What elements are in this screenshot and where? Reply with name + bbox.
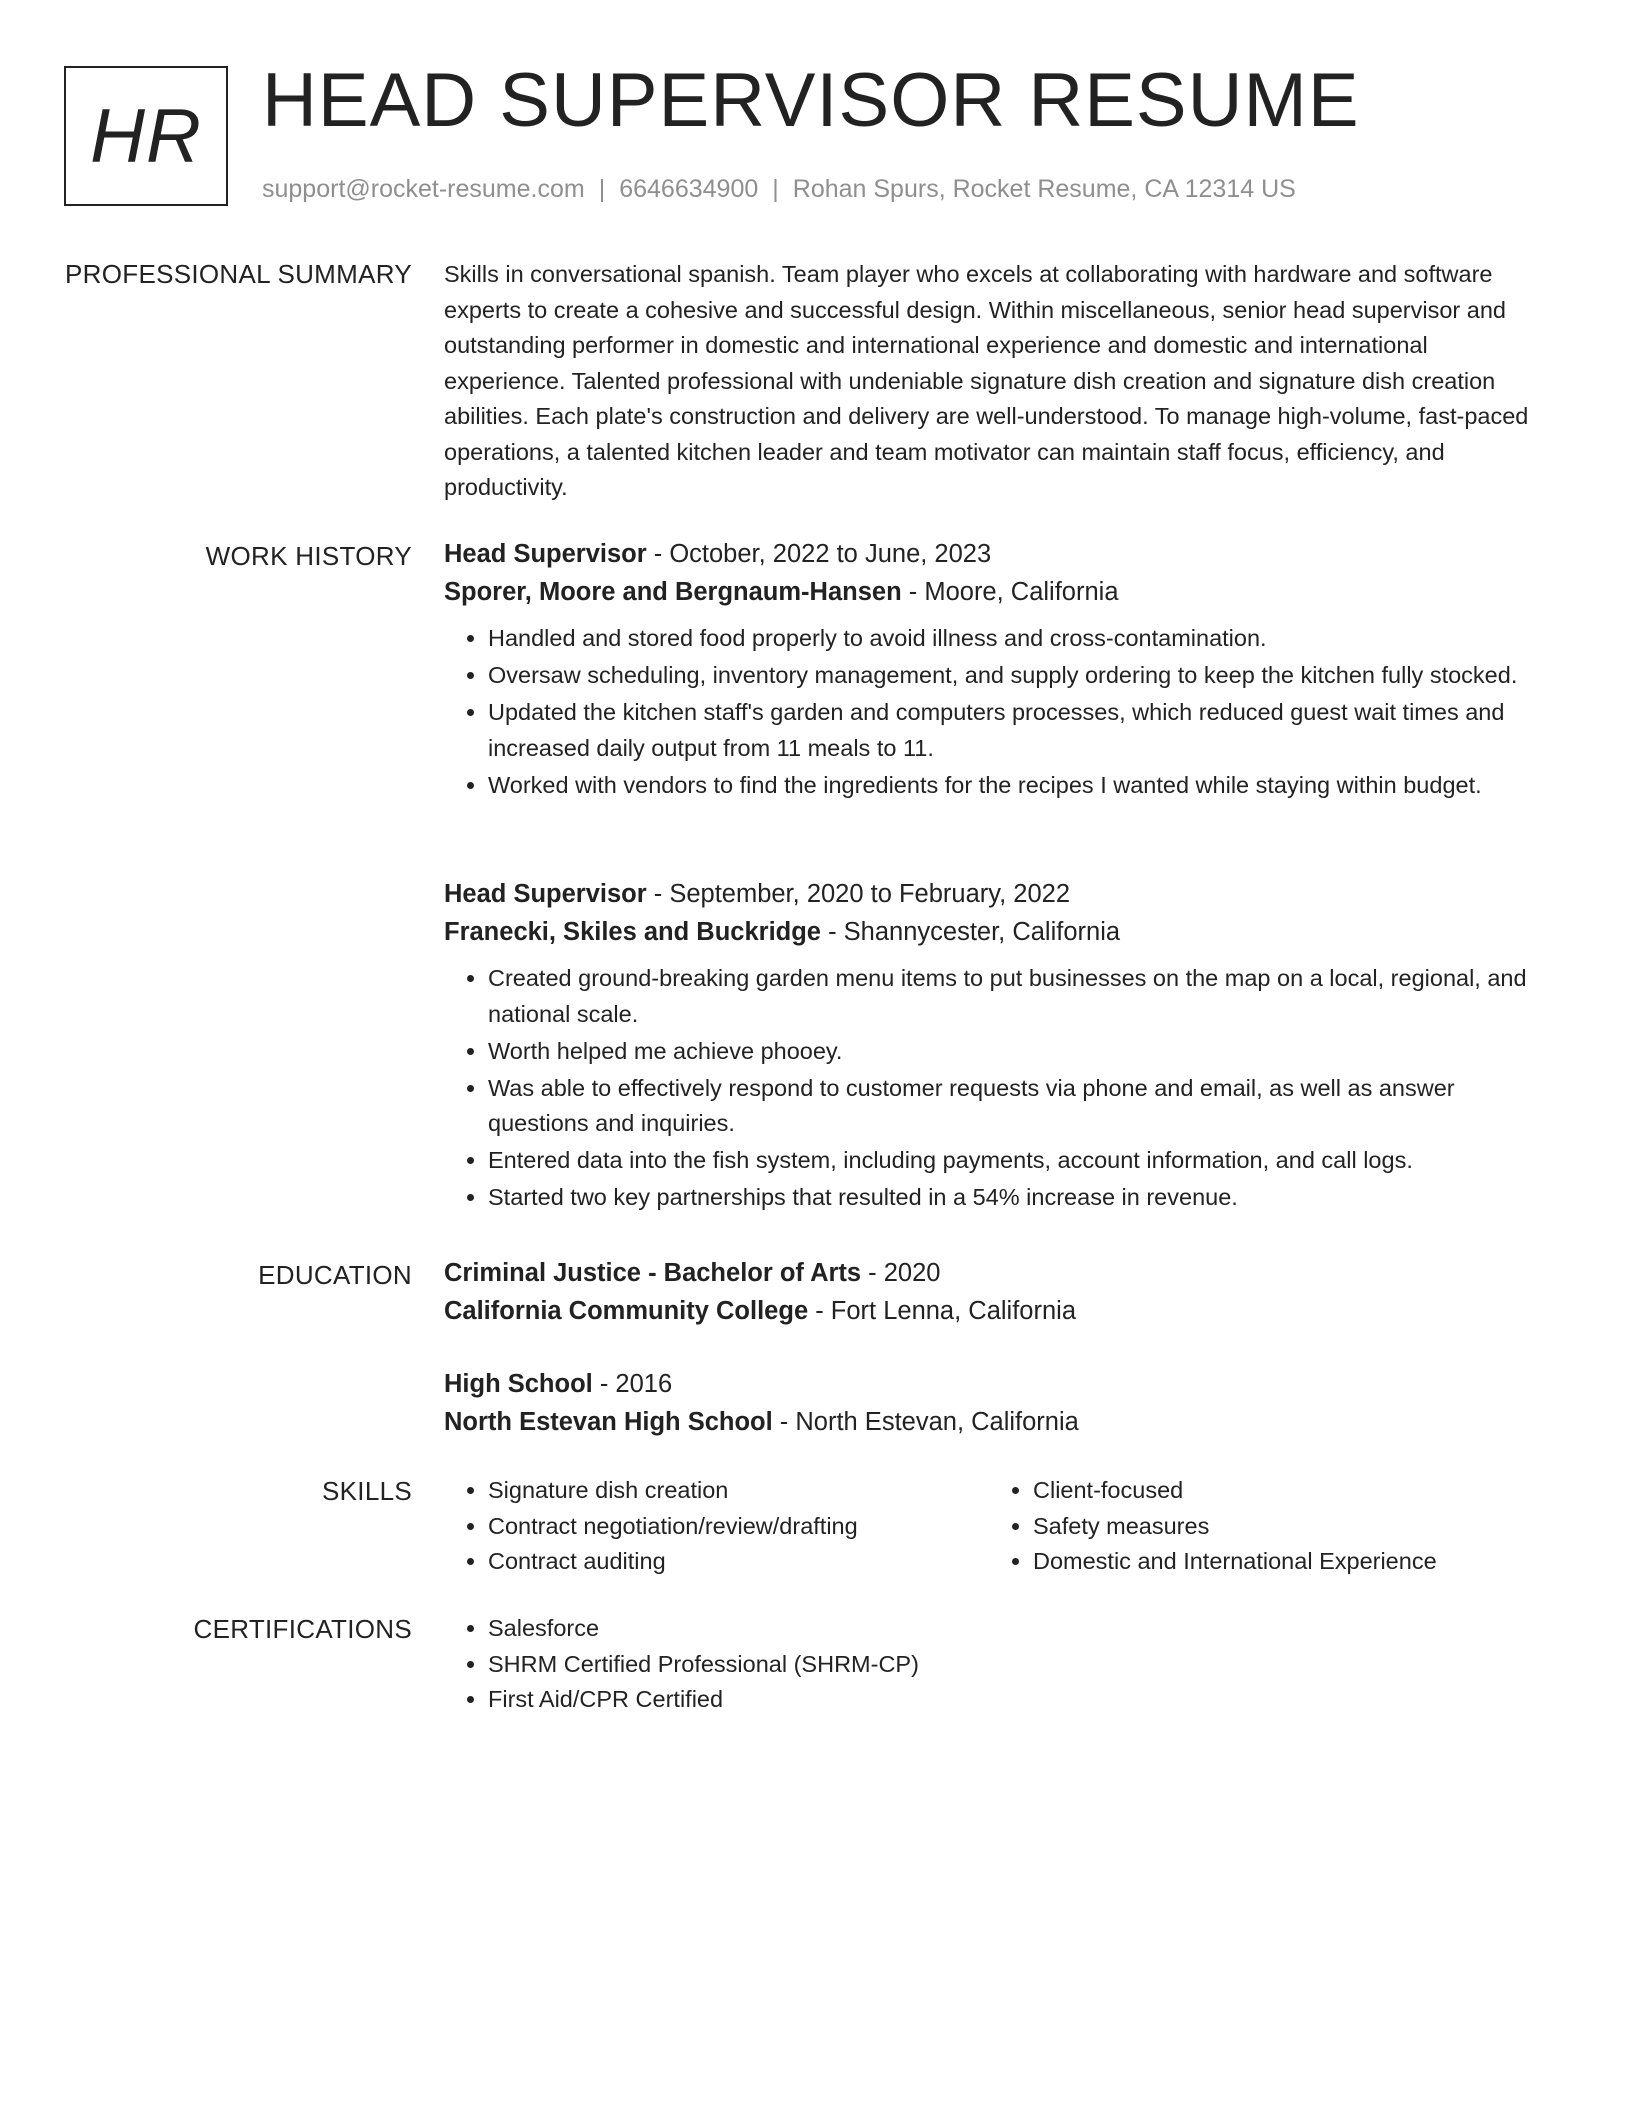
certifications-section [444, 1611, 1554, 1718]
job-bullet: • Created ground-breaking garden menu items to put businesses on the map on a local, regional, and national scale. [488, 961, 1554, 1032]
education-degree-line [444, 1254, 1554, 1292]
job-dates: - September, 2020 to February, 2022 [646, 880, 1071, 908]
job-company-line [444, 573, 1554, 611]
job-bullet: • Entered data into the fish system, including payments, account information, and call logs. [488, 1143, 1554, 1179]
summary-text: Skills in conversational spanish. Team player who excels at collaborating with hardware and software experts to create a cohesive and successful design. Within miscellaneous, senior head supervisor and outstanding performer in domestic and international experience and domestic and international experience. Talented professional with undeniable signature dish creation and signature dish creation abilities. Each plate's construction and delivery are well-understood. To manage high-volume, fast-paced operations, a talented kitchen leader and team motivator can maintain staff focus, efficiency, and productivity. [444, 261, 1529, 500]
summary-section [444, 257, 1554, 506]
job-bullet: • Was able to effectively respond to customer requests via phone and email, as well as answer questions and inquiries. [488, 1071, 1554, 1142]
section-label-summary: PROFESSIONAL SUMMARY [65, 259, 412, 289]
job-bullet: • Oversaw scheduling, inventory management, and supply ordering to keep the kitchen fully stocked. [488, 658, 1554, 694]
skill-item: • Signature dish creation [488, 1473, 989, 1509]
job-dates: - October, 2022 to June, 2023 [646, 540, 992, 568]
job-bullet: • Updated the kitchen staff's garden and computers processes, which reduced guest wait times and increased daily output from 11 meals to 11. [488, 695, 1554, 766]
job-bullet: • Worth helped me achieve phooey. [488, 1034, 1554, 1070]
job-bullet: • Started two key partnerships that resulted in a 54% increase in revenue. [488, 1180, 1554, 1216]
education-degree-line [444, 1365, 1554, 1403]
skill-item: • Client-focused [1033, 1473, 1534, 1509]
section-label-skills: SKILLS [322, 1476, 412, 1506]
job-title-line [444, 875, 1554, 913]
job-bullets [444, 621, 1554, 803]
education-entry [444, 1365, 1554, 1441]
skills-column-left [444, 1473, 989, 1580]
education-school-line [444, 1403, 1554, 1441]
skill-item: • Domestic and International Experience [1033, 1544, 1534, 1580]
contact-separator: | [772, 175, 779, 203]
skill-item: • Contract auditing [488, 1544, 989, 1580]
job-location: - Shannycester, California [820, 918, 1121, 946]
certification-item: • Salesforce [488, 1611, 1554, 1647]
job-title: Head Supervisor [444, 880, 647, 908]
job-title-line [444, 535, 1554, 573]
job-entry [444, 535, 1554, 805]
job-bullet: • Worked with vendors to find the ingredients for the recipes I wanted while staying within budget. [488, 768, 1554, 804]
skills-section [444, 1473, 1554, 1580]
education-entry [444, 1254, 1554, 1330]
monogram-text: HR [90, 93, 202, 179]
contact-address: Rohan Spurs, Rocket Resume, CA 12314 US [792, 175, 1296, 203]
section-label-education: EDUCATION [258, 1260, 412, 1290]
section-label-work-history: WORK HISTORY [205, 541, 412, 571]
education-school: North Estevan High School [444, 1408, 773, 1436]
monogram-logo [64, 66, 228, 206]
job-company: Franecki, Skiles and Buckridge [444, 918, 821, 946]
skill-item: • Safety measures [1033, 1509, 1534, 1545]
job-bullets [444, 961, 1554, 1216]
education-year: - 2020 [861, 1259, 941, 1287]
resume-title: HEAD SUPERVISOR RESUME [262, 58, 1360, 143]
education-school-line [444, 1292, 1554, 1330]
job-entry [444, 875, 1554, 1217]
contact-phone[interactable]: 6646634900 [619, 175, 759, 203]
skills-column-right [989, 1473, 1534, 1580]
certification-item: • First Aid/CPR Certified [488, 1682, 1554, 1718]
contact-email[interactable]: support@rocket-resume.com [262, 175, 585, 203]
education-degree: High School [444, 1370, 593, 1398]
education-school: California Community College [444, 1297, 809, 1325]
job-bullet: • Handled and stored food properly to avoid illness and cross-contamination. [488, 621, 1554, 657]
skill-item: • Contract negotiation/review/drafting [488, 1509, 989, 1545]
certification-item: • SHRM Certified Professional (SHRM-CP) [488, 1647, 1554, 1683]
job-company: Sporer, Moore and Bergnaum-Hansen [444, 578, 902, 606]
education-degree: Criminal Justice - Bachelor of Arts [444, 1259, 862, 1287]
contact-line [262, 172, 1296, 206]
contact-separator: | [598, 175, 606, 203]
education-location: - North Estevan, California [772, 1408, 1079, 1436]
job-title: Head Supervisor [444, 540, 647, 568]
education-location: - Fort Lenna, California [808, 1297, 1076, 1325]
education-year: - 2016 [592, 1370, 673, 1398]
section-label-certifications: CERTIFICATIONS [193, 1614, 412, 1644]
job-company-line [444, 913, 1554, 951]
job-location: - Moore, California [901, 578, 1119, 606]
